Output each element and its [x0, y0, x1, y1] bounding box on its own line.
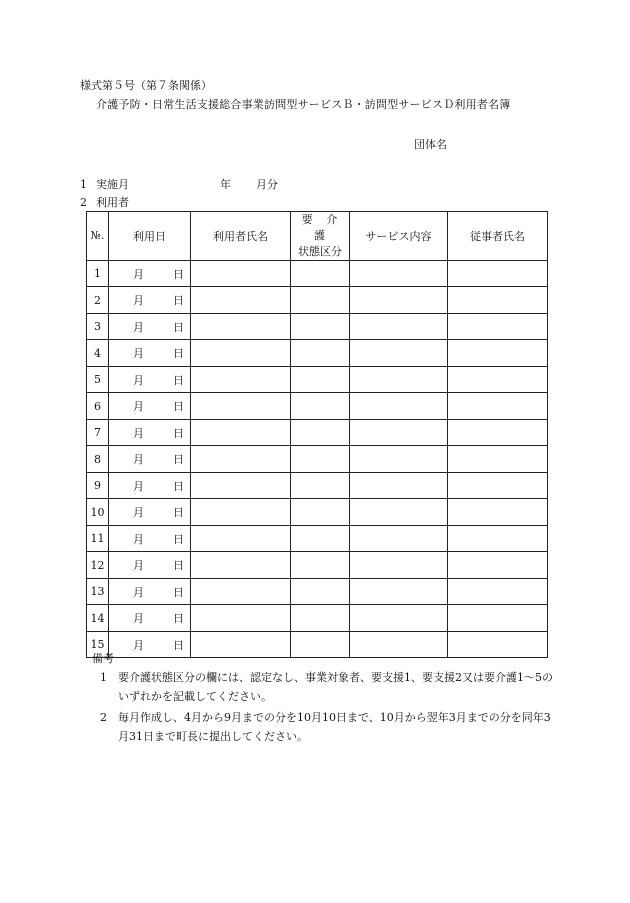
users-section-heading — [80, 197, 129, 208]
staff-name-cell[interactable] — [448, 605, 548, 632]
user-name-cell[interactable] — [191, 446, 291, 473]
usage-date-cell[interactable] — [109, 260, 191, 287]
document-title: 介護予防・日常生活支援総合事業訪問型サービスＢ・訪問型サービスＤ利用者名簿 — [96, 98, 511, 111]
table-row — [87, 419, 548, 446]
user-roster-table — [86, 211, 548, 658]
service-content-cell[interactable] — [350, 631, 448, 658]
usage-date-cell[interactable] — [109, 340, 191, 367]
section-2-number: 2 — [80, 196, 87, 209]
staff-name-cell[interactable] — [448, 446, 548, 473]
staff-name-cell[interactable] — [448, 631, 548, 658]
care-level-cell[interactable] — [291, 578, 350, 605]
service-content-cell[interactable] — [350, 605, 448, 632]
care-level-cell[interactable] — [291, 631, 350, 658]
form-number: 様式第５号（第７条関係） — [80, 79, 212, 92]
table-row — [87, 605, 548, 632]
month-unit-label: 月 — [133, 320, 144, 334]
service-content-cell[interactable] — [350, 552, 448, 579]
row-number: 9 — [87, 472, 109, 499]
usage-date-cell[interactable] — [109, 525, 191, 552]
day-unit-label: 日 — [173, 559, 184, 573]
staff-name-cell[interactable] — [448, 393, 548, 420]
header-user-name: 利用者氏名 — [191, 212, 291, 261]
table-row — [87, 393, 548, 420]
usage-date-cell[interactable] — [109, 552, 191, 579]
service-content-cell[interactable] — [350, 313, 448, 340]
care-level-cell[interactable] — [291, 552, 350, 579]
table-row — [87, 631, 548, 658]
table-row — [87, 446, 548, 473]
staff-name-cell[interactable] — [448, 499, 548, 526]
usage-date-cell[interactable] — [109, 419, 191, 446]
table-row — [87, 552, 548, 579]
staff-name-cell[interactable] — [448, 525, 548, 552]
table-row — [87, 472, 548, 499]
row-number: 10 — [87, 499, 109, 526]
table-row — [87, 260, 548, 287]
month-unit-label: 月 — [133, 267, 144, 281]
usage-date-cell[interactable] — [109, 313, 191, 340]
row-number: 6 — [87, 393, 109, 420]
table-row — [87, 366, 548, 393]
month-label: 月分 — [256, 178, 278, 191]
care-level-cell[interactable] — [291, 605, 350, 632]
usage-date-cell[interactable] — [109, 366, 191, 393]
row-number: 1 — [87, 260, 109, 287]
row-number: 15 — [87, 631, 109, 658]
usage-date-cell[interactable] — [109, 393, 191, 420]
user-name-cell[interactable] — [191, 340, 291, 367]
day-unit-label: 日 — [173, 506, 184, 520]
usage-date-cell[interactable] — [109, 287, 191, 314]
day-unit-label: 日 — [173, 532, 184, 546]
usage-date-cell[interactable] — [109, 499, 191, 526]
user-name-cell[interactable] — [191, 419, 291, 446]
header-care-level-line2: 状態区分 — [298, 244, 342, 258]
row-number: 3 — [87, 313, 109, 340]
day-unit-label: 日 — [173, 612, 184, 626]
day-unit-label: 日 — [173, 638, 184, 652]
month-unit-label: 月 — [133, 585, 144, 599]
table-row — [87, 287, 548, 314]
month-unit-label: 月 — [133, 638, 144, 652]
usage-date-cell[interactable] — [109, 605, 191, 632]
user-name-cell[interactable] — [191, 631, 291, 658]
care-level-cell[interactable] — [291, 287, 350, 314]
care-level-cell[interactable] — [291, 499, 350, 526]
day-unit-label: 日 — [173, 320, 184, 334]
table-row — [87, 499, 548, 526]
care-level-cell[interactable] — [291, 525, 350, 552]
month-unit-label: 月 — [133, 294, 144, 308]
month-unit-label: 月 — [133, 453, 144, 467]
user-name-cell[interactable] — [191, 552, 291, 579]
row-number: 2 — [87, 287, 109, 314]
section-1-number: 1 — [80, 178, 87, 191]
header-no: №. — [87, 212, 109, 261]
care-level-cell[interactable] — [291, 313, 350, 340]
day-unit-label: 日 — [173, 453, 184, 467]
month-unit-label: 月 — [133, 426, 144, 440]
note-index: 1 — [100, 671, 107, 684]
header-staff-name: 従事者氏名 — [448, 212, 548, 261]
service-content-cell[interactable] — [350, 472, 448, 499]
care-level-cell[interactable] — [291, 260, 350, 287]
staff-name-cell[interactable] — [448, 366, 548, 393]
care-level-cell[interactable] — [291, 340, 350, 367]
day-unit-label: 日 — [173, 267, 184, 281]
service-content-cell[interactable] — [350, 499, 448, 526]
staff-name-cell[interactable] — [448, 313, 548, 340]
service-content-cell[interactable] — [350, 340, 448, 367]
month-unit-label: 月 — [133, 506, 144, 520]
header-service-content: サービス内容 — [350, 212, 448, 261]
day-unit-label: 日 — [173, 400, 184, 414]
service-content-cell[interactable] — [350, 525, 448, 552]
service-content-cell[interactable] — [350, 366, 448, 393]
header-date: 利用日 — [109, 212, 191, 261]
usage-date-cell[interactable] — [109, 578, 191, 605]
row-number: 12 — [87, 552, 109, 579]
month-unit-label: 月 — [133, 347, 144, 361]
table-row — [87, 340, 548, 367]
user-name-cell[interactable] — [191, 313, 291, 340]
note-index: 2 — [100, 711, 107, 724]
table-header-row — [87, 212, 548, 261]
usage-date-cell[interactable] — [109, 446, 191, 473]
table-row — [87, 525, 548, 552]
service-content-cell[interactable] — [350, 578, 448, 605]
day-unit-label: 日 — [173, 347, 184, 361]
staff-name-cell[interactable] — [448, 419, 548, 446]
day-unit-label: 日 — [173, 585, 184, 599]
row-number: 11 — [87, 525, 109, 552]
row-number: 8 — [87, 446, 109, 473]
staff-name-cell[interactable] — [448, 287, 548, 314]
header-care-level — [291, 212, 350, 261]
care-level-cell[interactable] — [291, 446, 350, 473]
year-label: 年 — [220, 178, 231, 191]
note-text: 毎月作成し、4月から9月までの分を10月10日まで、10月から翌年3月までの分を同年3月31日まで町長に提出してください。 — [118, 711, 551, 743]
month-unit-label: 月 — [133, 532, 144, 546]
staff-name-cell[interactable] — [448, 472, 548, 499]
staff-name-cell[interactable] — [448, 578, 548, 605]
day-unit-label: 日 — [173, 373, 184, 387]
staff-name-cell[interactable] — [448, 552, 548, 579]
day-unit-label: 日 — [173, 479, 184, 493]
row-number: 5 — [87, 366, 109, 393]
note-item — [100, 668, 560, 706]
header-care-level-line1: 要 介 護 — [301, 213, 343, 242]
month-unit-label: 月 — [133, 559, 144, 573]
user-name-cell[interactable] — [191, 393, 291, 420]
user-name-cell[interactable] — [191, 366, 291, 393]
row-number: 14 — [87, 605, 109, 632]
note-text: 要介護状態区分の欄には、認定なし、事業対象者、要支援1、要支援2又は要介護1～5のいずれかを記載してください。 — [118, 671, 553, 703]
service-content-cell[interactable] — [350, 260, 448, 287]
month-unit-label: 月 — [133, 479, 144, 493]
usage-date-cell[interactable] — [109, 472, 191, 499]
service-content-cell[interactable] — [350, 287, 448, 314]
row-number: 7 — [87, 419, 109, 446]
row-number: 13 — [87, 578, 109, 605]
row-number: 4 — [87, 340, 109, 367]
table-row — [87, 578, 548, 605]
user-name-cell[interactable] — [191, 472, 291, 499]
implementation-month-line — [80, 179, 278, 190]
day-unit-label: 日 — [173, 294, 184, 308]
month-unit-label: 月 — [133, 612, 144, 626]
care-level-cell[interactable] — [291, 393, 350, 420]
notes-title: 備考 — [92, 652, 114, 665]
care-level-cell[interactable] — [291, 366, 350, 393]
users-section-label: 利用者 — [96, 196, 129, 209]
user-name-cell[interactable] — [191, 499, 291, 526]
month-unit-label: 月 — [133, 400, 144, 414]
user-name-cell[interactable] — [191, 578, 291, 605]
staff-name-cell[interactable] — [448, 260, 548, 287]
service-content-cell[interactable] — [350, 446, 448, 473]
care-level-cell[interactable] — [291, 419, 350, 446]
implementation-month-label: 実施月 — [96, 178, 129, 191]
staff-name-cell[interactable] — [448, 340, 548, 367]
day-unit-label: 日 — [173, 426, 184, 440]
user-name-cell[interactable] — [191, 260, 291, 287]
user-name-cell[interactable] — [191, 605, 291, 632]
usage-date-cell[interactable] — [109, 631, 191, 658]
table-row — [87, 313, 548, 340]
organization-name-label: 団体名 — [414, 138, 447, 151]
month-unit-label: 月 — [133, 373, 144, 387]
service-content-cell[interactable] — [350, 419, 448, 446]
user-name-cell[interactable] — [191, 525, 291, 552]
note-item — [100, 708, 560, 746]
user-name-cell[interactable] — [191, 287, 291, 314]
service-content-cell[interactable] — [350, 393, 448, 420]
care-level-cell[interactable] — [291, 472, 350, 499]
